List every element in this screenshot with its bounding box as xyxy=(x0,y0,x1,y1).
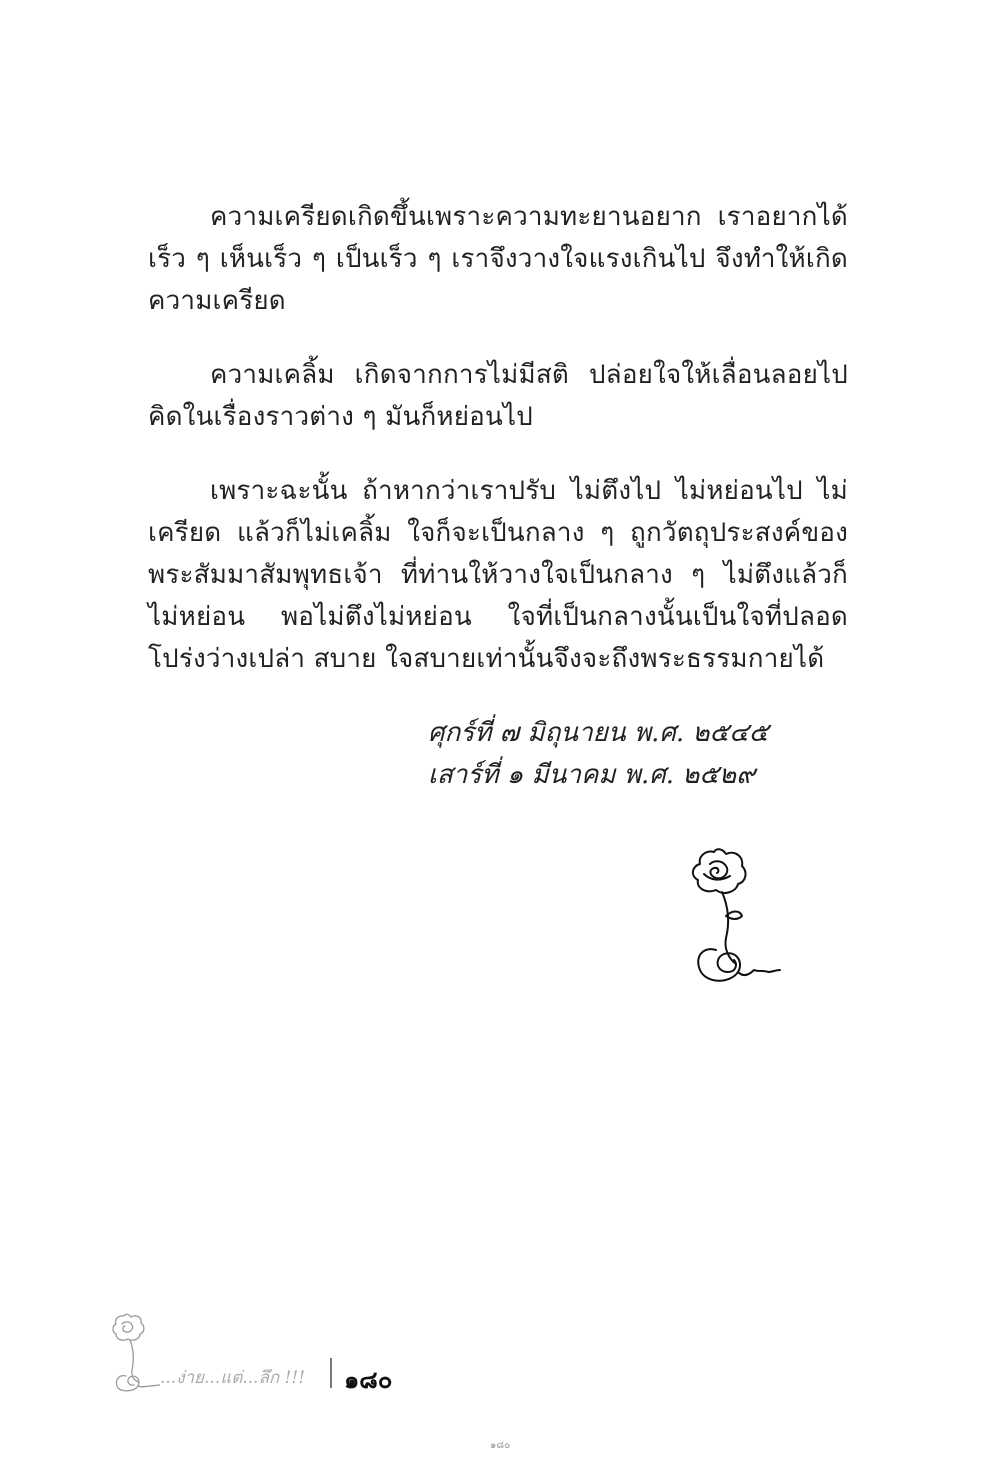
rose-signature-icon xyxy=(686,846,782,996)
paragraph-3: เพราะฉะนั้น ถ้าหากว่าเราปรับ ไม่ตึงไป ไม่หย่อนไป ไม่เครียด แล้วก็ไม่เคลิ้ม ใจก็จะเป็นกลาง ๆ ถูกวัตถุประสงค์ของพระสัมมาสัมพุทธเจ้า ที่ท่านให้วางใจเป็นกลาง ๆ ไม่ตึงแล้วก็ไม่หย่อน พอไม่ตึงไม่หย่อน ใจที่เป็นกลางนั้นเป็นใจที่ปลอดโปร่งว่างเปล่า สบาย ใจสบายเท่านั้นจึงจะถึงพระธรรมกายได้ xyxy=(148,476,848,674)
date-line-1: ศุกร์ที่ ๗ มิถุนายน พ.ศ. ๒๕๔๕ xyxy=(428,718,769,748)
date-block xyxy=(428,712,769,796)
page-footer xyxy=(108,1312,448,1392)
paragraph-1: ความเครียดเกิดขึ้นเพราะความทะยานอยาก เราอยากได้เร็ว ๆ เห็นเร็ว ๆ เป็นเร็ว ๆ เราจึงวางใจแรงเกินไป จึงทำให้เกิดความเครียด xyxy=(148,202,848,316)
body-text xyxy=(148,196,848,712)
page-number: ๑๘๐ xyxy=(344,1366,393,1394)
date-line-2: เสาร์ที่ ๑ มีนาคม พ.ศ. ๒๕๒๙ xyxy=(428,760,756,790)
print-page-mark: ๑๘๐ xyxy=(490,1440,511,1451)
footer-tagline: ...ง่าย...แต่...ลึก !!! xyxy=(160,1368,306,1388)
footer-divider xyxy=(330,1358,332,1388)
paragraph-2: ความเคลิ้ม เกิดจากการไม่มีสติ ปล่อยใจให้เลื่อนลอยไปคิดในเรื่องราวต่าง ๆ มันก็หย่อนไป xyxy=(148,360,848,432)
rose-logo-icon xyxy=(108,1312,160,1392)
